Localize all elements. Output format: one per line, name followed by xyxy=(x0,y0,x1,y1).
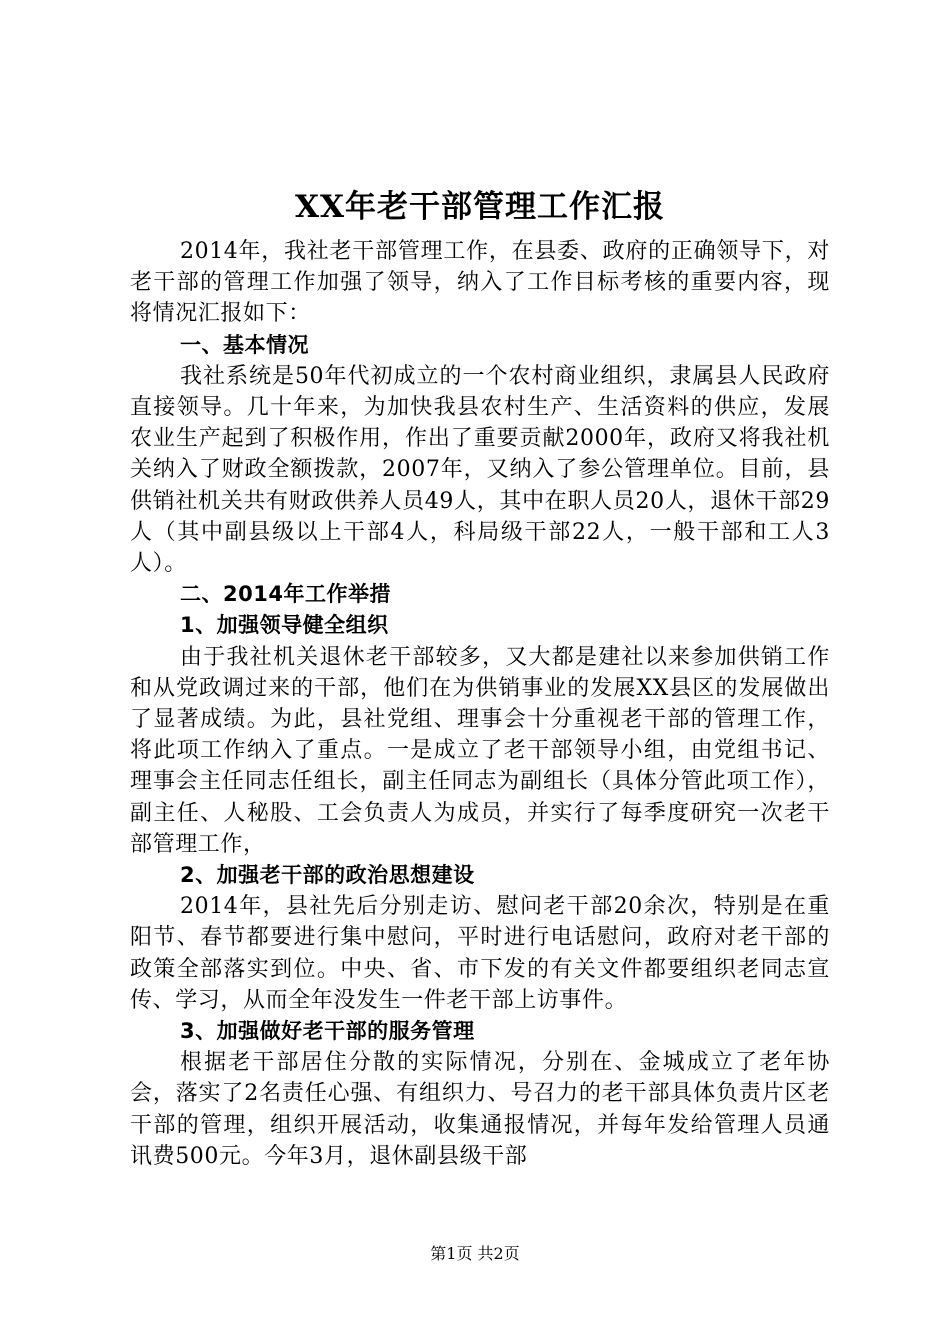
subsection-heading-political-thought: 2、加强老干部的政治思想建设 xyxy=(180,863,475,888)
section-heading-work-measures: 二、2014年工作举措 xyxy=(180,582,391,607)
subsection-heading-service-management: 3、加强做好老干部的服务管理 xyxy=(180,1019,475,1044)
intro-paragraph: 2014年，我社老干部管理工作，在县委、政府的正确领导下，对老干部的管理工作加强了领导，纳入了工作目标考核的重要内容，现将情况汇报如下： xyxy=(130,239,830,327)
section-body-basic-situation: 我社系统是50年代初成立的一个农村商业组织，隶属县人民政府直接领导。几十年来，为加快我县农村生产、生活资料的供应，发展农业生产起到了积极作用，作出了重要贡献2000年，政府又将我社机关纳入了财政全额拨款，2007年，又纳入了参公管理单位。目前，县供销社机关共有财政供养人员49人，其中在职人员20人，退休干部29人（其中副县级以上干部4人，科局级干部22人，一般干部和工人3人）。 xyxy=(130,363,830,577)
subsection-body-leadership: 由于我社机关退休老干部较多，又大都是建社以来参加供销工作和从党政调过来的干部，他们在为供销事业的发展XX县区的发展做出了显著成绩。为此，县社党组、理事会十分重视老干部的管理工作，将此项工作纳入了重点。一是成立了老干部领导小组，由党组书记、理事会主任同志任组长，副主任同志为副组长（具体分管此项工作），副主任、人秘股、工会负责人为成员，并实行了每季度研究一次老干部管理工作， xyxy=(130,644,830,857)
page-number-footer: 第1页 共2页 xyxy=(430,1244,520,1263)
subsection-body-service-management: 根据老干部居住分散的实际情况，分别在、金城成立了老年协会，落实了2名责任心强、有组织力、号召力的老干部具体负责片区老干部的管理，组织开展活动，收集通报情况，并每年发给管理人员通讯费500元。今年3月，退休副县级干部 xyxy=(130,1050,830,1169)
section-heading-basic-situation: 一、基本情况 xyxy=(180,332,309,357)
subsection-body-political-thought: 2014年，县社先后分别走访、慰问老干部20余次，特别是在重阳节、春节都要进行集中慰问，平时进行电话慰问，政府对老干部的政策全部落实到位。中央、省、市下发的有关文件都要组织老同志宣传、学习，从而全年没发生一件老干部上访事件。 xyxy=(130,894,830,1013)
document-page xyxy=(130,182,830,1172)
subsection-heading-leadership: 1、加强领导健全组织 xyxy=(180,613,389,638)
document-title: XX年老干部管理工作汇报 xyxy=(294,189,666,225)
